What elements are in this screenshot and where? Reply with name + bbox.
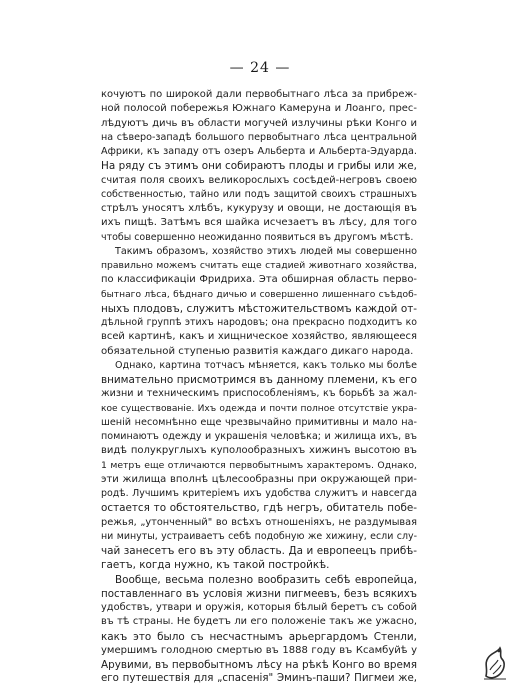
text-line: Однако, картина тотчасъ мѣняется, какъ только мы болѣе <box>115 359 417 371</box>
text-line: въ тѣ страны. Не будетъ ли его положеніе такъ же ужасно, <box>101 616 417 628</box>
text-line: какъ это было съ несчастнымъ арьергардомъ Стенли, <box>101 630 417 643</box>
body-text <box>101 88 417 687</box>
text-line: ныхъ плодовъ, служитъ мѣстожительствомъ каждой от- <box>101 302 417 315</box>
text-line: Вообще, весьма полезно вообразить себѣ европейца, <box>115 573 417 586</box>
text-line: удобствъ, утвари и оружія, которыя бѣлый беретъ съ собой <box>101 602 417 613</box>
text-line: эти жилища вполнѣ цѣлесообразны при окружающей при- <box>101 473 417 485</box>
library-stamp-icon <box>478 640 512 682</box>
text-line: На ряду съ этимъ они собираютъ плоды и грибы или же, <box>101 160 417 173</box>
text-line: обязательной ступенью развитія каждаго дикаго народа. <box>101 345 414 357</box>
text-line: видѣ полукруглыхъ куполообразныхъ хижинъ высотою въ <box>101 445 417 457</box>
text-line: лѣдуютъ дичь въ области могучей излучины рѣки Конго и <box>101 117 417 129</box>
text-line: чтобы совершенно неожиданно появиться въ другомъ мѣстѣ. <box>101 231 414 243</box>
text-line: собственностью, тайно или подъ защитой своихъ страшныхъ <box>101 188 417 200</box>
text-line: считая поля своихъ великорослыхъ сосѣдей-негровъ своею <box>101 174 417 186</box>
text-line: ни минуты, устраиваетъ себѣ подобную же хижину, если слу- <box>101 530 417 542</box>
text-line: ной полосой побережья Южнаго Камеруна и Лоанго, прес- <box>101 103 417 115</box>
text-line: Такимъ образомъ, хозяйство этихъ людей мы совершенно <box>115 245 417 257</box>
text-line: внимательно присмотримся въ данному племени, къ его <box>101 374 417 386</box>
text-line: ихъ пищѣ. Затѣмъ вся шайка исчезаетъ въ лѣсу, для того <box>101 217 417 229</box>
text-line: Африки, къ западу отъ озеръ Альберта и Альберта-Эдуарда. <box>101 146 417 157</box>
text-line: дѣльной группѣ этихъ народовъ; она прекрасно подходитъ ко <box>101 317 417 328</box>
text-line: родѣ. Лучшимъ критеріемъ ихъ удобства служитъ и навсегда <box>101 488 417 499</box>
text-line: стрѣлъ уносятъ хлѣбъ, кукурузу и овощи, не достающія въ <box>101 203 417 214</box>
text-line: шеній несомнѣнно еще чрезвычайно примитивны и мало на- <box>101 416 417 428</box>
text-line: остается то обстоятельство, гдѣ негръ, обитатель побе- <box>101 502 417 515</box>
text-line: поминаютъ одежду и украшенія человѣка; и жилища ихъ, въ <box>101 431 417 442</box>
text-line: кочуютъ по широкой дали первобытнаго лѣса за прибреж- <box>101 89 417 100</box>
text-line: по классификаціи Фридриха. Эта обширная область перво- <box>101 274 417 286</box>
text-line: гаетъ, когда нужно, къ такой постройкѣ. <box>101 559 330 572</box>
text-line: кое существованіе. Ихъ одежда и почти полное отсутствіе укра- <box>101 403 417 414</box>
text-line: бытнаго лѣса, бѣднаго дичью и совершенно лишеннаго съѣдоб- <box>101 289 417 300</box>
text-line: на сѣверо-западѣ большого первобытнаго лѣса центральной <box>101 131 417 143</box>
text-line: чай занесетъ его въ эту область. Да и европеецъ прибѣ- <box>101 545 417 557</box>
text-line: жизни и техническимъ приспособленіямъ, къ борьбѣ за жал- <box>101 388 417 400</box>
text-line: режья, „утонченный" во всѣхъ отношеніяхъ, не раздумывая <box>101 516 417 528</box>
text-line: поставленнаго въ условія жизни пигмеевъ, безъ всякихъ <box>101 587 417 600</box>
text-line: 1 метръ еще отличаются первобытнымъ характеромъ. Однако, <box>101 459 417 471</box>
text-line: правильно можемъ считать еще стадией животнаго хозяйства, <box>101 260 417 271</box>
page-number: — 24 — <box>229 60 291 76</box>
text-line: умершимъ голодною смертью въ 1888 году въ Ксамбуйѣ у <box>101 644 417 656</box>
text-line: всей картинѣ, какъ и хищническое хозяйство, являющееся <box>101 331 417 343</box>
text-line: его путешествія для „спасенія" Эминъ-паши? Пигмеи же, <box>101 673 417 685</box>
text-line: Арувими, въ первобытномъ лѣсу на рѣкѣ Конго во время <box>101 659 417 671</box>
